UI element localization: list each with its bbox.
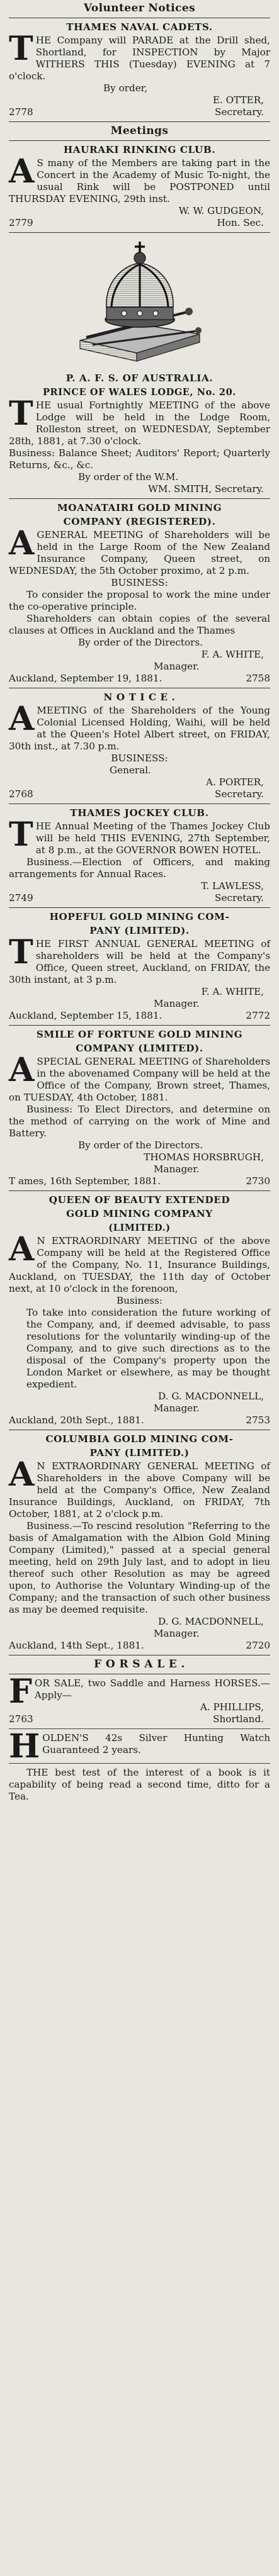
notice-place-date: T ames, 16th September, 1881. [9,1175,161,1187]
notice-business: Business.—Election of Officers, and making arrangements for Annual Races. [9,856,270,880]
notice-body: THE usual Fortnightly MEETING of the above Lodge will be held in the Lodge Room, Rolleston street, on WEDNESDAY, September 28th, 1881, at 7.30 o'clock. [9,395,270,447]
notice-signatory: F. A. WHITE, [201,649,264,660]
notice-body: A S many of the Members are taking part in the Concert in the Academy of Music To-night, the usual Rink will be POSTPONED until THURSDAY EVENING, 29th inst. [9,152,270,204]
notice-subtitle: (LIMITED.) [108,1223,171,1233]
notice-number: 2758 [246,673,270,684]
notice-title: THAMES JOCKEY CLUB. [70,807,209,819]
footer-note: THE best test of the interest of a book is it capability of being read a second time, ditto for a Tea. [9,1767,270,1802]
notice-subtitle: PANY (LIMITED). [89,925,190,936]
notice-footer [9,1713,270,1725]
notice-subtitle: COMPANY (REGISTERED). [63,516,216,527]
notice-number: 2720 [246,1640,270,1651]
divider [9,232,270,233]
notice-footer [9,1640,270,1652]
notice-business: Business: Balance Sheet; Auditors' Report; Quarterly Returns, &c., &c. [9,447,270,471]
notice-holden-watch [9,1727,270,1766]
notice-body: THE Company will PARADE at the Drill shed, Shortland, for INSPECTION by Major WITHERS THIS (Tuesday) EVENING at 7 o'clock. [9,30,270,82]
notice-body: AMEETING of the Shareholders of the Young Colonial Licensed Holding, Waihi, will be held at the Queen's Hotel Albert street, on FRIDAY, 30th inst., at 7.30 p.m. [9,700,270,752]
notice-footer [9,217,270,229]
notice-signatory: F. A. WHITE, [201,986,264,997]
notice-business: To consider the proposal to work the mine under the co-operative principle. [9,589,270,612]
notice-order: By order of the W.M. [78,471,179,483]
notice-body: A N EXTRAORDINARY GENERAL MEETING of Shareholders in the above Company will be held at the Company's Office, New Zealand Insurance Buildings, Auckland, on FRIDAY, 7th October, 1881, at 2 o'clock p.m. [9,1455,270,1520]
notice-footer [9,892,270,904]
notice-number: 2749 [9,892,33,904]
notice-signatory: D. G. MACDONNELL, [158,1616,264,1627]
notice-signatory: W. W. GUDGEON, [178,205,264,216]
divider [9,1763,270,1764]
notice-business-head: BUSINESS: [111,577,168,588]
notice-subtitle: COMPANY (LIMITED). [76,1043,203,1054]
divider [9,1190,270,1191]
notice-signatory: A. PHILLIPS, [200,1701,264,1713]
notice-order: By order of the Directors. [78,1140,203,1151]
drop-cap: A [9,524,35,563]
notice-body: ASPECIAL GENERAL MEETING of Shareholders in the abovenamed Company will be held at the Office of the Company, Brown street, Thames, on TUESDAY, 4th October, 1881. [9,1051,270,1103]
notice-body: A N EXTRAORDINARY MEETING of the above Company will be held at the Registered Office of the Company, No. 11, Insurance Buildings, Auckland, on TUESDAY, the 11th day of October next, at 10 o'clock in the forenoon, [9,1230,270,1294]
notice-business: Business.—To rescind resolution "Referring to the basis of Amalgamation with the Albion Gold Mining Company (Limited)," passed at a special general meeting, held on 29th July last, and to adopt in lieu thereof such other Resolution as may be agreed upon, to Authorise the Voluntary Winding-up of the Company; and the transaction of such other business as may be deemed requisite. [9,1520,270,1615]
divider [9,498,270,499]
notice-title: COLUMBIA GOLD MINING COM- [45,1433,234,1445]
notice-signatory: E. OTTER, [212,94,264,106]
notice-signatory: D. G. MACDONNELL, [158,1391,264,1402]
drop-cap: T [9,815,33,854]
divider [9,1025,270,1026]
notice-queen-of-beauty [9,1194,270,1426]
notice-pafs-lodge [9,372,270,495]
divider [9,140,270,141]
notice-jockey-club [9,807,270,904]
notice-order: By order, [103,82,148,94]
section-header-volunteer: Volunteer Notices [83,2,196,14]
notice-business: Business: To Elect Directors, and determine on the method of carrying on the work of Mine and Battery. [9,1104,270,1139]
notice-footer [9,1010,270,1022]
notice-role: Secretary. [215,106,264,118]
notice-role: Manager. [154,1628,200,1639]
notice-footer [9,106,270,118]
notice-place: Shortland. [213,1713,264,1725]
notice-number: 2779 [9,217,33,228]
notice-number: 2772 [246,1010,270,1021]
notice-signatory: THOMAS HORSBRUGH, [144,1151,264,1163]
notice-number: 2730 [246,1175,270,1187]
notice-role: Manager. [154,998,200,1009]
notice-business: To take into consideration the future working of the Company, and, if deemed advisable, to pass resolutions for the voluntarily winding-up of the Company, and to give such directions as to the disposal of the Company's property upon the London Market or elsewhere, as may be thought expedient. [26,1307,270,1390]
notice-role: Secretary. [215,788,264,800]
notice-number: 2753 [246,1414,270,1426]
notice-place-date: Auckland, September 19, 1881. [9,673,162,684]
notice-title: SMILE OF FORTUNE GOLD MINING [36,1029,243,1040]
notice-subtitle: PANY (LIMITED.) [89,1447,190,1459]
crown-emblem-icon [67,237,212,369]
notice-body: THE Annual Meeting of the Thames Jockey Club will be held THIS EVENING, 27th September, at 8 p.m., at the GOVERNOR BOWEN HOTEL. [9,815,270,856]
section-header-for-sale: F O R S A L E . [94,1658,185,1671]
notice-title: MOANATAIRI GOLD MINING [57,502,222,513]
divider [9,1728,270,1729]
section-header-meetings: Meetings [110,125,169,137]
notice-smile-of-fortune [9,1029,270,1187]
notice-title: HAURAKI RINKING CLUB. [63,144,216,155]
notice-horses-for-sale [9,1672,270,1725]
notice-subtitle: PRINCE OF WALES LODGE, No. 20. [43,387,236,398]
notice-body: FOR SALE, two Saddle and Harness HORSES.—Apply— [9,1672,270,1711]
notice-naval-cadets [9,21,270,118]
notice-title: HOPEFUL GOLD MINING COM- [49,911,230,922]
notice-body: AGENERAL MEETING of Shareholders will be held in the Large Room of the New Zealand Insurance Company, Queen street, on WEDNESDAY, the 5th October proximo, at 2 p.m. [9,524,270,576]
notice-footer [9,1175,270,1187]
notice-role: Manager. [154,661,200,672]
notice-number: 2763 [9,1713,33,1725]
drop-cap: T [9,30,33,68]
notice-role: Manager. [154,1403,200,1414]
notice-place-date: Auckland, 20th Sept., 1881. [9,1414,144,1426]
drop-cap: A [9,152,35,191]
notice-moanataiari [9,502,270,685]
notice-order: By order of the Directors. [78,637,203,648]
notice-role: Secretary. [215,892,264,904]
notice-body: THE FIRST ANNUAL GENERAL MEETING of shareholders will be held at the Company's Office, Queen street, Auckland, on FRIDAY, the 30th instant, at 3 p.m. [9,933,270,985]
notice-subtitle: GOLD MINING COMPANY [66,1208,213,1219]
drop-cap: F [9,1672,32,1711]
drop-cap: T [9,395,33,433]
notice-place-date: Auckland, September 15, 1881. [9,1010,162,1021]
notice-number: 2778 [9,106,33,118]
notice-signatory: A. PORTER, [206,776,264,788]
notice-hopeful [9,911,270,1022]
drop-cap: T [9,933,33,972]
notice-title: THAMES NAVAL CADETS. [66,21,213,33]
notice-signatory: T. LAWLESS, [201,880,264,892]
notice-footer [9,1414,270,1426]
divider [9,907,270,908]
drop-cap: A [9,1455,35,1494]
notice-business: General. [110,764,151,776]
notice-title: QUEEN OF BEAUTY EXTENDED [48,1194,231,1206]
notice-copies: Shareholders can obtain copies of the several clauses at Offices in Auckland and the Thames [9,613,270,636]
notice-title: N O T I C E . [103,692,176,703]
notice-role: Hon. Sec. [217,217,264,228]
notice-role: Manager. [154,1163,200,1175]
notice-business-head: BUSINESS: [111,753,168,764]
notice-rinking-club [9,144,270,229]
notice-signatory: WM. SMITH, Secretary. [148,483,264,495]
drop-cap: A [9,1230,35,1268]
divider [9,121,270,122]
notice-number: 2768 [9,788,33,800]
notice-body: HOLDEN'S 42s Silver Hunting Watch Guaranteed 2 years. [9,1727,270,1766]
notice-title: P. A. F. S. OF AUSTRALIA. [65,372,214,384]
drop-cap: H [9,1727,40,1766]
notice-young-colonial [9,692,270,800]
notice-footer [9,673,270,685]
drop-cap: A [9,700,35,738]
notice-footer [9,788,270,800]
drop-cap: A [9,1051,35,1089]
notice-place-date: Auckland, 14th Sept., 1881. [9,1640,144,1651]
notice-business-head: Business: [116,1295,163,1306]
notice-columbia [9,1433,270,1652]
